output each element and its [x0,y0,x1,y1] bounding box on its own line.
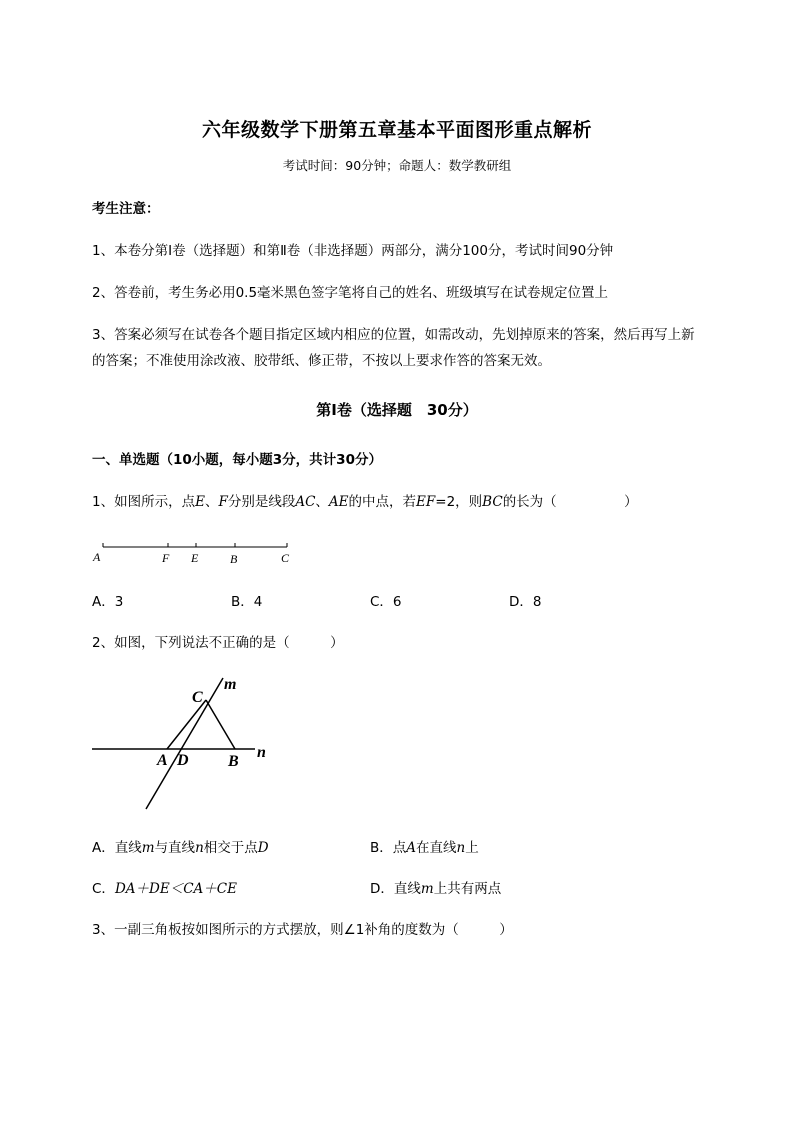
q1-option-a[interactable]: A．3 [92,594,124,610]
q1-option-b[interactable]: B．4 [231,594,263,610]
exam-info: 考试时间：90分钟；命题人：数学教研组 [282,158,512,173]
question-3-stem: 3、一副三角板按如图所示的方式摆放，则∠1补角的度数为（ ） [92,922,513,938]
point-a-label: A [157,752,168,769]
line-m [146,678,223,809]
notice-item-3-cont: 的答案；不准使用涂改液、胶带纸、修正带，不按以上要求作答的答案无效。 [92,353,551,369]
point-e-label: E [191,551,199,565]
section-title: 第I卷（选择题 30分） [316,401,478,419]
notice-item-3: 3、答案必须写在试卷各个题目指定区域内相应的位置，如需改动，先划掉原来的答案，然后再写上新 [92,327,695,343]
part-heading: 一、单选题（10小题，每小题3分，共计30分） [92,452,382,468]
point-d-label: D [177,752,189,769]
segment-cb [206,700,235,749]
question-2-stem: 2、如图，下列说法不正确的是（ ） [92,635,344,651]
question-2-figure [92,675,282,815]
point-c-label: C [281,551,290,565]
point-c-label: C [192,689,203,706]
q2-option-d[interactable]: D．直线m上共有两点 [370,881,502,897]
line-m-label: m [224,676,237,693]
q1-option-c[interactable]: C．6 [370,594,402,610]
q1-option-d[interactable]: D．8 [509,594,542,610]
page-title: 六年级数学下册第五章基本平面图形重点解析 [201,119,592,141]
point-b-label: B [230,552,238,566]
q2-option-b[interactable]: B．点A在直线n上 [370,840,479,856]
question-1-figure [92,535,302,570]
notice-item-1: 1、本卷分第I卷（选择题）和第Ⅱ卷（非选择题）两部分，满分100分，考试时间90分钟 [92,243,614,259]
point-a-label: A [93,550,101,564]
q2-option-c[interactable]: C．DA＋DE＜CA＋CE [92,881,237,897]
line-n-label: n [257,744,266,761]
point-b-label: B [228,753,239,770]
notice-heading: 考生注意： [92,201,160,217]
point-f-label: F [162,551,170,565]
question-1-stem: 1、如图所示，点E、F分别是线段AC、AE的中点，若EF=2，则BC的长为（ ） [92,494,638,510]
segment-ca [167,700,206,749]
q2-option-a[interactable]: A．直线m与直线n相交于点D [92,840,269,856]
notice-item-2: 2、答卷前，考生务必用0.5毫米黑色签字笔将自己的姓名、班级填写在试卷规定位置上 [92,285,609,301]
